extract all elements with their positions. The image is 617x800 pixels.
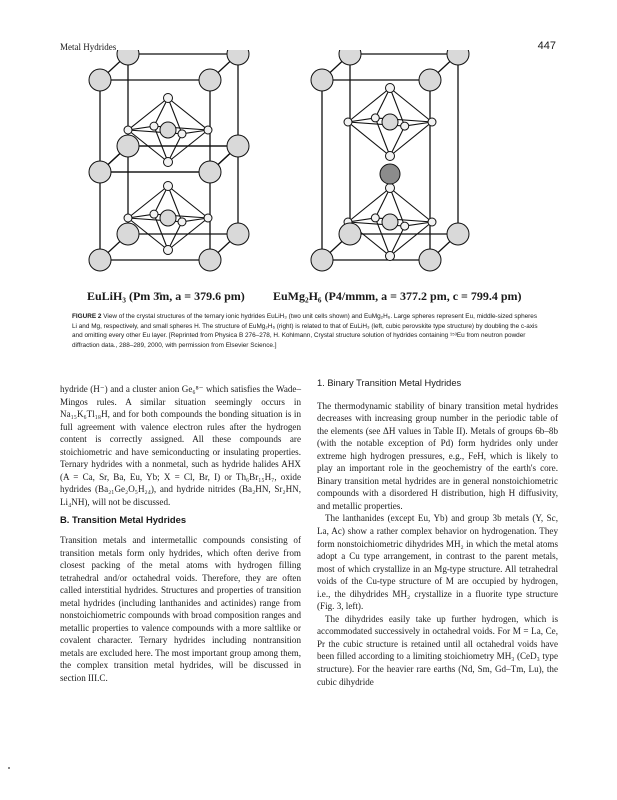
europium-sphere [419, 249, 441, 271]
hydrogen-sphere [164, 246, 173, 255]
hydrogen-sphere [386, 252, 395, 261]
hydrogen-sphere [150, 122, 158, 130]
europium-sphere [117, 50, 139, 65]
bond-line [390, 226, 405, 256]
right-paragraph-3: The dihydrides easily take up further hydrogen, which is accommodated successively in octahedral voids. For M = La, Ce, Pr the cubic structure is retained until all octahedral voids have been filled according to a limiting stoichiometry MH₃ (CeD₃ type structure). For the heavier rare earths (Nd, Sm, Gd–Tm, Lu), the cubic dihydride [317, 613, 558, 687]
europium-sphere [117, 223, 139, 245]
section-b-heading: B. Transition Metal Hydrides [60, 514, 187, 526]
europium-sphere [447, 223, 469, 245]
europium-sphere [89, 69, 111, 91]
europium-sphere [227, 135, 249, 157]
hydrogen-sphere [164, 94, 173, 103]
left-paragraph-1: hydride (H⁻) and a cluster anion Ge₆⁸⁻ which satisfies the Wade–Mingos rules. A similar situation seemingly occurs in Na₁₅K₆Tl₁₈H, and for both compounds the bonding situation is in full agreement with valence electron rules after the hydrogen content is correctly assigned. All these compounds are stoichiometric and have semiconducting or insulating properties. Ternary hydrides with a nonmetal, such as hydride halides AHX (A = Ca, Sr, Ba, Eu, Yb; X = Cl, Br, I) or Th₆Br₁₅H₇, oxide hydrides (Ba₂₁Ge₂O₅H₂₄), and hydride nitrides (Ba₂HN, Sr₂HN, Li₄NH), will not be discussed. [60, 384, 301, 507]
left-paragraph-2: Transition metals and intermetallic compounds consisting of transition metals form only hydrides, which often derive from closest packing of the metal atoms with hydrogen filling tetrahedral and/or octahedral voids. Therefore, they are often called interstitial hydrides. Structures and properties of transition metal hydrides (including lanthanides and actinides) range from nonstoichiometric compounds with broad composition ranges and metallic properties to valence compounds with a more saltlike or covalent character. Ternary hydrides including nontransition metals are excluded here. The most important group among them, the complex transition metal hydrides, will be discussed in section III.C. [60, 535, 301, 684]
hydrogen-sphere [204, 126, 212, 134]
magnesium-sphere [382, 214, 398, 230]
europium-sphere [447, 50, 469, 65]
magnesium-sphere [382, 114, 398, 130]
europium-sphere [199, 161, 221, 183]
hydrogen-sphere [428, 218, 436, 226]
eulih3-label: EuLiH₃ (Pm 3̄m, a = 379.6 pm) [87, 289, 245, 303]
europium-center-sphere [380, 164, 400, 184]
hydrogen-sphere [178, 218, 186, 226]
europium-sphere [227, 50, 249, 65]
hydrogen-sphere [150, 210, 158, 218]
hydrogen-sphere [164, 158, 173, 167]
hydrogen-sphere [178, 130, 186, 138]
hydrogen-sphere [164, 182, 173, 191]
europium-sphere [339, 223, 361, 245]
bond-line [375, 88, 390, 118]
running-head: Metal Hydrides [60, 42, 117, 52]
europium-sphere [227, 223, 249, 245]
right-paragraph-1: The thermodynamic stability of binary transition metal hydrides decreases with increasing group number in the periodic table of the elements (see ΔH values in Table II). Metals of groups 6b–8b (with the notable exception of Pd) form hydrides only under extreme high hydrogen pressures, e.g., FeH, which is likely to play an important role in the geochemistry of the earth's core. Binary transition metal hydrides are in general nonstoichiometric compounds with a disordered H distribution, high H diffusivity, and metallic properties. [317, 400, 558, 511]
europium-sphere [89, 249, 111, 271]
lithium-sphere [160, 122, 176, 138]
crystal-structure-figure [60, 50, 557, 300]
eumg2h6-label: EuMg₂H₆ (P4/mmm, a = 377.2 pm, c = 799.4 pm) [273, 289, 522, 303]
europium-sphere [311, 249, 333, 271]
hydrogen-sphere [124, 214, 132, 222]
hydrogen-sphere [386, 184, 395, 193]
europium-sphere [339, 50, 361, 65]
figure-caption-text: View of the crystal structures of the ternary ionic hydrides EuLiH₃ (two unit cells shown) and EuMg₂H₆. Large spheres represent Eu, middle-sized spheres Li and Mg, respectively, and small spheres H. The structure of EuMg₂H₆ (right) is related to that of EuLiH₃ (left, cubic perovskite type structure) by doubling the c-axis and omitting every other Eu layer. [Reprinted from Physica B 276–278, H. Kohlmann, Crystal structure solution of hydrides containing ¹⁵³Eu from neutron powder diffraction data., 288–289, 2000, with permission from Elsevier Science.] [72, 313, 538, 349]
hydrogen-sphere [428, 118, 436, 126]
hydrogen-sphere [344, 118, 352, 126]
lithium-sphere [160, 210, 176, 226]
left-column [60, 383, 301, 685]
right-column [317, 378, 558, 688]
hydrogen-sphere [401, 222, 409, 230]
europium-sphere [311, 69, 333, 91]
margin-mark [8, 767, 10, 769]
hydrogen-sphere [371, 214, 379, 222]
europium-sphere [419, 69, 441, 91]
hydrogen-sphere [386, 84, 395, 93]
figure-caption-label: FIGURE 2 [72, 313, 102, 320]
page-number: 447 [537, 40, 556, 52]
europium-sphere [199, 69, 221, 91]
hydrogen-sphere [386, 152, 395, 161]
subsection-1-heading: 1. Binary Transition Metal Hydrides [317, 378, 462, 388]
crystal-structure-drawing [60, 50, 557, 286]
figure-caption [72, 312, 542, 350]
bond-line [390, 126, 405, 156]
bond-line [375, 188, 390, 218]
hydrogen-sphere [124, 126, 132, 134]
europium-sphere [199, 249, 221, 271]
right-paragraph-2: The lanthanides (except Eu, Yb) and group 3b metals (Y, Sc, La, Ac) show a rather complex behavior on hydrogenation. They form nonstoichiometric dihydrides MH₂ in which the metal atoms adopt a Cu type arrangement, in contrast to the parent metals, most of which crystallize in an Mg-type structure. All tetrahedral voids of the Cu-type structure of M are occupied by hydrogen, i.e., the dihydrides MH₂ crystallize in a fluorite type structure (Fig. 3, left). [317, 513, 558, 612]
europium-sphere [117, 135, 139, 157]
hydrogen-sphere [371, 114, 379, 122]
europium-sphere [89, 161, 111, 183]
hydrogen-sphere [401, 122, 409, 130]
hydrogen-sphere [204, 214, 212, 222]
